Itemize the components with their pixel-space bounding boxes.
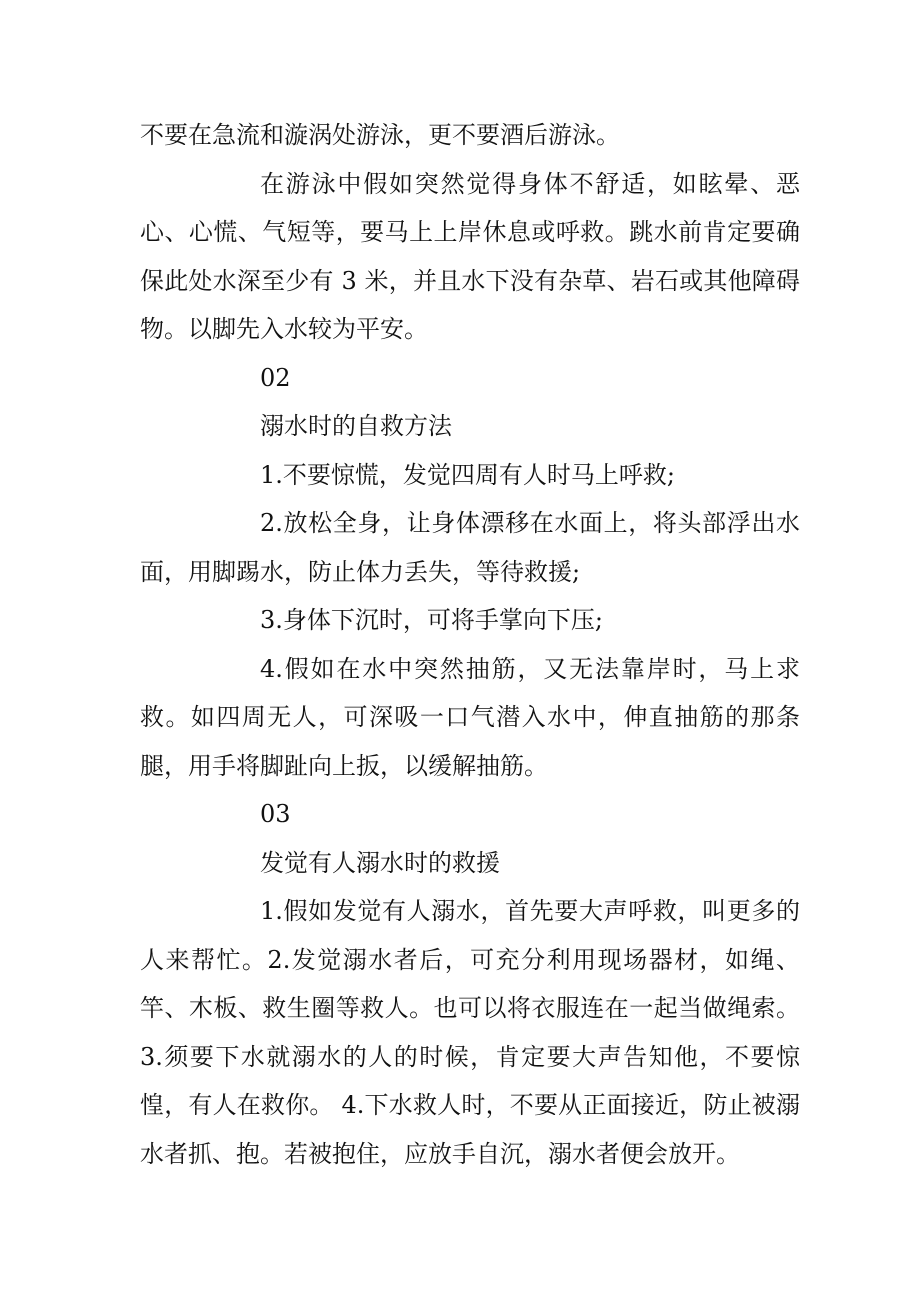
rescue-others-steps: 1.假如发觉有人溺水，首先要大声呼救，叫更多的人来帮忙。2.发觉溺水者后，可充分利用现场器材，如绳、竿、木板、救生圈等救人。也可以将衣服连在一起当做绳索。3.须要下水就溺水的人的时候，肯定要大声告知他，不要惊惶，有人在救你。 4.下水救人时，不要从正面接近，防止被溺水者抓、抱。若被抱住，应放手自沉，溺水者便会放开。 [140,897,800,1168]
self-rescue-step-1: 1.不要惊慌，发觉四周有人时马上呼救; [260,460,675,489]
section-title-self-rescue: 溺水时的自救方法 [260,412,452,440]
self-rescue-step-3: 3.身体下沉时，可将手掌向下压; [260,606,603,634]
paragraph-discomfort-advice: 在游泳中假如突然觉得身体不舒适，如眩晕、恶心、心慌、气短等，要马上上岸休息或呼救。跳水前肯定要确保此处水深至少有 3 米，并且水下没有杂草、岩石或其他障碍物。以脚先入水较为平安。 [140,169,800,343]
document-body [140,111,800,1178]
section-number-03: 03 [260,800,291,828]
self-rescue-step-2: 2.放松全身，让身体漂移在水面上，将头部浮出水面，用脚踢水，防止体力丢失，等待救援; [140,509,800,586]
section-number-02: 02 [260,363,291,392]
section-title-rescue-others: 发觉有人溺水时的救援 [260,848,500,877]
paragraph-swimming-warning: 不要在急流和漩涡处游泳，更不要酒后游泳。 [140,121,620,149]
self-rescue-step-4: 4.假如在水中突然抽筋，又无法靠岸时，马上求救。如四周无人，可深吸一口气潜入水中，伸直抽筋的那条腿，用手将脚趾向上扳，以缓解抽筋。 [140,654,800,780]
